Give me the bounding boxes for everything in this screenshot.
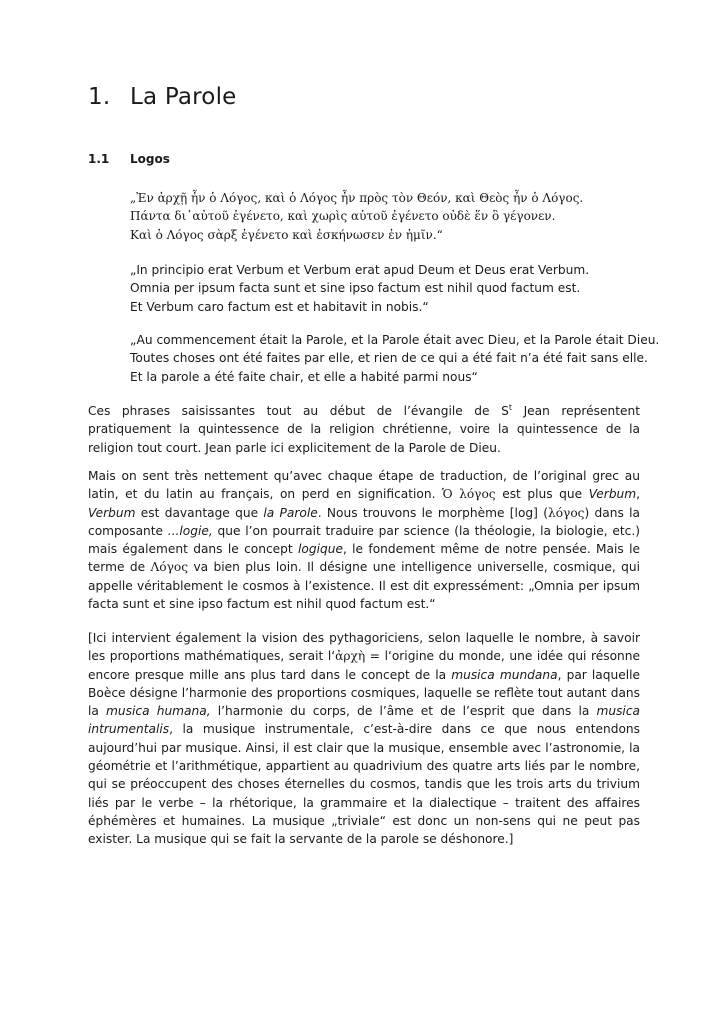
french-quote-line: Et la parole a été faite chair, et elle a habité parmi nous“	[130, 369, 478, 384]
italic-term: ...logie,	[167, 523, 213, 538]
text-run: , la musique instrumentale, c’est-à-dire dans ce que nous entendons aujourd’hui par musique. Ainsi, il est clair que la musique, ensemble avec l’astronomie, la géométrie et l’arithmétique, appartient au quadrivium des quatre arts liés par le nombre, qui se préoccupent des choses éternelles du cosmos, tandis que les trois arts du trivium liés par le verbe – la rhétorique, la grammaire et la dialectique – traitent des affaires éphémères et humaines. La musique „triviale“ est donc un non-sens qui ne peut pas exister. La musique qui se fait la servante de la parole se déshonore.]	[88, 722, 640, 847]
chapter-heading	[88, 84, 237, 110]
greek-quote-line: Πάντα δι᾽αὐτοῦ ἐγένετο, καὶ χωρὶς αὐτοῦ ἐγένετο οὐδὲ ἕν ὃ γέγονεν.	[130, 209, 556, 224]
italic-term: musica mundana	[451, 667, 558, 682]
italic-term: musica humana,	[106, 704, 211, 719]
french-quote-line: „Au commencement était la Parole, et la Parole était avec Dieu, et la Parole était Dieu.	[130, 333, 660, 347]
french-quote	[130, 331, 660, 386]
text-run: l’harmonie du corps, de l’âme et de l’esprit que dans la	[210, 704, 597, 719]
italic-term: logique	[298, 542, 343, 557]
latin-quote-line: Et Verbum caro factum est et habitavit in nobis.“	[130, 299, 429, 314]
greek-term: ἀρχὴ	[335, 649, 366, 664]
text-run: Mais on sent très nettement qu’avec chaque étape de traduction, de l’original grec au latin, et du latin au français, on perd en signification.	[88, 469, 640, 502]
greek-term: λόγος	[547, 505, 585, 520]
italic-term: Verbum	[88, 505, 136, 520]
section-title: Logos	[130, 152, 170, 166]
body-paragraph-3	[88, 629, 640, 849]
greek-quote-line: Καὶ ὁ Λόγος σὰρξ ἐγένετο καὶ ἐσκήνωσεν ἐν ἡμῖν.“	[130, 227, 443, 242]
italic-term: la Parole	[263, 505, 318, 520]
text-run: que l’on pourrait traduire par science (la théologie, la biologie, etc.) mais également dans le concept	[88, 523, 640, 557]
text-run: va bien plus loin. Il désigne une intelligence universelle, cosmique, qui appelle véritablement le cosmos à l’existence. Il est dit expressément: „Omnia per ipsum facta sunt et sine ipso factum est nihil quod factum est.“	[88, 560, 640, 612]
section-number: 1.1	[88, 152, 110, 166]
superscript: t	[508, 402, 512, 412]
text-run: , par laquelle Boèce désigne l’harmonie des proportions cosmiques, laquelle se reflète tout autant dans la	[88, 667, 641, 719]
text-run: . Nous trouvons le morphème [log] (	[317, 505, 548, 520]
latin-quote	[130, 261, 650, 316]
chapter-number: 1.	[88, 84, 111, 110]
text-run: Jean représentent pratiquement la quintessence de la religion chrétienne, voire la quintessence de la religion tout court. Jean parle ici explicitement de la Parole de Dieu.	[88, 404, 640, 455]
french-quote-line: Toutes choses ont été faites par elle, et rien de ce qui a été fait n’a été fait sans elle.	[130, 351, 648, 366]
text-run: est davantage que	[135, 505, 264, 520]
section-heading	[88, 152, 170, 166]
text-run: est plus que	[495, 487, 589, 502]
greek-term: Ὁ λόγος	[442, 487, 496, 502]
latin-quote-line: Omnia per ipsum facta sunt et sine ipso factum est nihil quod factum est.	[130, 281, 581, 296]
body-paragraph-1	[88, 402, 640, 457]
greek-quote-line: „Ἐν ἀρχῇ ἦν ὁ Λόγος, καὶ ὁ Λόγος ἦν πρὸς τὸν Θεόν, καὶ Θεὸς ἦν ὁ Λόγος.	[130, 191, 584, 205]
italic-term: musica intrumentalis	[88, 704, 640, 737]
text-run: , le fondement même de notre pensée. Mais le terme de	[88, 542, 640, 575]
body-paragraph-2	[88, 467, 640, 613]
italic-term: Verbum	[588, 487, 637, 502]
text-run: ,	[636, 487, 641, 502]
text-run: Ces phrases saisissantes tout au début de l’évangile de S	[88, 404, 509, 418]
text-run: ) dans la composante	[88, 505, 640, 538]
text-run: [Ici intervient également la vision des pythagoriciens, selon laquelle le nombre, à savoir les proportions mathématiques, serait l‘	[88, 631, 640, 664]
text-run: = l‘origine du monde, une idée qui résonne encore presque mille ans plus tard dans le concept de la	[88, 649, 640, 682]
greek-quote	[130, 189, 650, 244]
latin-quote-line: „In principio erat Verbum et Verbum erat apud Deum et Deus erat Verbum.	[130, 263, 590, 277]
greek-term: Λόγος	[150, 560, 189, 575]
chapter-title: La Parole	[130, 84, 237, 110]
